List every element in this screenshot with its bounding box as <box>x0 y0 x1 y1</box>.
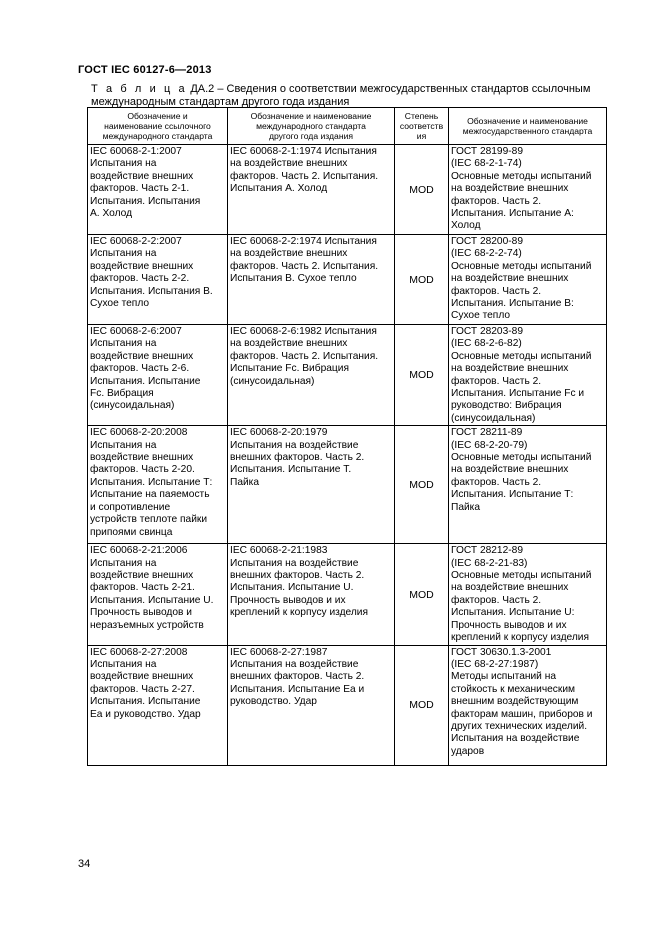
cell-line: Испытания на <box>90 248 157 260</box>
cell-line: IEC 60068-2-1:2007 <box>90 146 182 157</box>
other-year-standard-cell <box>228 325 395 426</box>
table-caption <box>91 83 613 109</box>
cell-line: Fc. Вибрация <box>90 388 154 400</box>
cell-line: IEC 60068-2-21:1983 <box>230 545 328 557</box>
cell-line: Испытания. Испытания В. <box>90 285 213 297</box>
cell-line: (IEC 68-2-21-83) <box>451 557 528 569</box>
cell-line: на воздействие внешних <box>451 464 569 476</box>
other-year-standard-cell <box>228 145 395 235</box>
cell-line: Испытания. Испытания <box>90 195 201 207</box>
interstate-standard-cell <box>449 426 607 544</box>
cell-line: факторов. Часть 2-21. <box>90 582 195 594</box>
interstate-standard-cell <box>449 544 607 645</box>
cell-line: факторов. Часть 2-1. <box>90 183 190 195</box>
cell-line: внешних факторов. Часть 2. <box>230 452 365 464</box>
header-line: другого года издания <box>268 131 354 141</box>
cell-line: (IEC 68-2-6-82) <box>451 338 522 350</box>
cell-line: ГОСТ 28199-89 <box>451 146 523 157</box>
cell-line: ударов <box>451 745 485 757</box>
cell-line: воздействие внешних <box>90 570 194 582</box>
interstate-standard-cell <box>449 325 607 426</box>
ref-standard-cell <box>88 426 228 544</box>
cell-line: Испытания. Испытание Fc и <box>451 388 585 400</box>
cell-line: воздействие внешних <box>90 350 194 362</box>
table-caption-lead: Т а б л и ц а <box>91 83 188 95</box>
table-row <box>88 235 607 325</box>
interstate-standard-cell <box>449 645 607 765</box>
cell-line: Сухое тепло <box>451 310 511 322</box>
cell-line: Пайка <box>451 501 481 513</box>
header-line: Обозначение и наименование <box>467 116 588 126</box>
header-line: межгосударственного стандарта <box>462 126 593 136</box>
cell-line: факторам машин, приборов и <box>451 708 593 720</box>
table-row <box>88 544 607 645</box>
cell-line: (синусоидальная) <box>451 412 536 424</box>
cell-line: факторов. Часть 2. <box>451 285 542 297</box>
page-number: 34 <box>78 858 91 870</box>
header-line: международного стандарта <box>102 131 213 141</box>
cell-line: Испытания на <box>90 658 157 670</box>
table-header-row <box>88 108 607 145</box>
degree-cell: MOD <box>395 235 449 325</box>
cell-line: стойкость к механическим <box>451 683 576 695</box>
table-row <box>88 325 607 426</box>
cell-line: Испытания. Испытание <box>90 696 201 708</box>
cell-line: Испытания на воздействие <box>230 439 359 451</box>
cell-line: IEC 60068-2-2:1974 Испытания <box>230 236 377 247</box>
cell-line: Испытания на воздействие <box>230 557 359 569</box>
table-row <box>88 145 607 235</box>
table-caption-line2: международным стандартам другого года издания <box>91 96 350 108</box>
cell-line: внешним воздействующим <box>451 696 579 708</box>
cell-line: Испытания. Испытание А: <box>451 208 574 220</box>
cell-line: факторов. Часть 2. <box>451 476 542 488</box>
cell-line: креплений к корпусу изделия <box>451 632 590 644</box>
cell-line: Прочность выводов и их <box>230 594 346 606</box>
cell-line: IEC 60068-2-21:2006 <box>90 545 188 557</box>
ref-standard-cell <box>88 235 228 325</box>
cell-line: воздействие внешних <box>90 170 194 182</box>
cell-line: Испытания. Испытание В: <box>451 298 574 310</box>
other-year-standard-cell <box>228 645 395 765</box>
header-line: международного стандарта <box>256 121 366 131</box>
cell-line: Сухое тепло <box>90 298 150 310</box>
cell-line: Испытания на воздействие <box>451 733 580 745</box>
cell-line: Испытания. Испытание U. <box>90 594 214 606</box>
cell-line: (синусоидальная) <box>90 400 175 412</box>
cell-line: на воздействие внешних <box>230 248 348 260</box>
cell-line: Испытания. Испытание U: <box>451 607 575 619</box>
cell-line: воздействие внешних <box>90 260 194 272</box>
cell-line: (IEC 68-2-1-74) <box>451 158 522 170</box>
degree-cell: MOD <box>395 325 449 426</box>
cell-line: IEC 60068-2-2:2007 <box>90 236 182 247</box>
cell-line: Еа и руководство. Удар <box>90 708 201 720</box>
cell-line: Прочность выводов и их <box>451 619 567 631</box>
cell-line: припоями свинца <box>90 526 173 538</box>
cell-line: воздействие внешних <box>90 671 194 683</box>
cell-line: Пайка <box>230 476 260 488</box>
cell-line: Прочность выводов и <box>90 607 192 619</box>
cell-line: факторов. Часть 2-2. <box>90 273 190 285</box>
degree-cell: MOD <box>395 145 449 235</box>
standards-table <box>87 107 607 766</box>
cell-line: факторов. Часть 2. <box>451 195 542 207</box>
cell-line: IEC 60068-2-20:2008 <box>90 427 188 439</box>
cell-line: на воздействие внешних <box>451 183 569 195</box>
cell-line: Испытание Fc. Вибрация <box>230 363 349 375</box>
cell-line: неразъемных устройств <box>90 619 204 631</box>
cell-line: Испытания на <box>90 158 157 170</box>
cell-line: IEC 60068-2-6:2007 <box>90 326 182 337</box>
header-ref-standard <box>88 108 228 145</box>
cell-line: факторов. Часть 2. <box>451 594 542 606</box>
cell-line: Испытания А. Холод <box>230 183 328 195</box>
cell-line: (IEC 68-2-27:1987) <box>451 658 539 670</box>
cell-line: факторов. Часть 2. <box>451 375 542 387</box>
header-line: наименование ссылочного <box>104 121 211 131</box>
cell-line: на воздействие внешних <box>230 338 348 350</box>
header-line: Обозначение и наименование <box>250 111 372 121</box>
header-line: Степень <box>404 111 439 121</box>
cell-line: Основные методы испытаний <box>451 350 592 362</box>
cell-line: (синусоидальная) <box>230 375 315 387</box>
cell-line: на воздействие внешних <box>451 363 569 375</box>
header-degree <box>395 108 449 145</box>
document-header: ГОСТ IEC 60127-6—2013 <box>78 64 212 76</box>
cell-line: Холод <box>451 220 481 232</box>
cell-line: Испытания. Испытание Т: <box>451 489 574 501</box>
cell-line: Испытания. Испытание Еа и <box>230 683 365 695</box>
cell-line: ГОСТ 28211-89 <box>451 427 523 439</box>
cell-line: ГОСТ 30630.1.3-2001 <box>451 646 552 658</box>
cell-line: Испытания на <box>90 557 157 569</box>
cell-line: других технических изделий. <box>451 720 588 732</box>
cell-line: (IEC 68-2-2-74) <box>451 248 522 260</box>
ref-standard-cell <box>88 544 228 645</box>
table-row <box>88 426 607 544</box>
cell-line: внешних факторов. Часть 2. <box>230 671 365 683</box>
cell-line: устройств теплоте пайки <box>90 514 208 526</box>
cell-line: факторов. Часть 2-6. <box>90 363 190 375</box>
interstate-standard-cell <box>449 235 607 325</box>
header-line: соответств <box>399 121 444 131</box>
cell-line: воздействие внешних <box>90 452 194 464</box>
cell-line: на воздействие внешних <box>451 582 569 594</box>
table-caption-text: ДА.2 – Сведения о соответствии межгосударственных стандартов ссылочным <box>190 83 591 95</box>
cell-line: руководство: Вибрация <box>451 400 562 412</box>
cell-line: руководство. Удар <box>230 696 317 708</box>
cell-line: Основные методы испытаний <box>451 170 592 182</box>
cell-line: креплений к корпусу изделия <box>230 607 369 619</box>
cell-line: А. Холод <box>90 208 133 220</box>
other-year-standard-cell <box>228 426 395 544</box>
other-year-standard-cell <box>228 544 395 645</box>
cell-line: факторов. Часть 2. Испытания. <box>230 170 379 182</box>
cell-line: факторов. Часть 2-27. <box>90 683 195 695</box>
cell-line: Основные методы испытаний <box>451 452 592 464</box>
cell-line: факторов. Часть 2. Испытания. <box>230 260 379 272</box>
cell-line: внешних факторов. Часть 2. <box>230 570 365 582</box>
cell-line: Испытания В. Сухое тепло <box>230 273 357 285</box>
ref-standard-cell <box>88 145 228 235</box>
ref-standard-cell <box>88 645 228 765</box>
cell-line: ГОСТ 28200-89 <box>451 236 523 247</box>
cell-line: ГОСТ 28212-89 <box>451 545 523 557</box>
degree-cell: MOD <box>395 645 449 765</box>
cell-line: факторов. Часть 2-20. <box>90 464 195 476</box>
cell-line: IEC 60068-2-6:1982 Испытания <box>230 326 377 337</box>
cell-line: и сопротивление <box>90 501 171 513</box>
cell-line: Испытания. Испытание <box>90 375 201 387</box>
cell-line: Методы испытаний на <box>451 671 556 683</box>
ref-standard-cell <box>88 325 228 426</box>
cell-line: IEC 60068-2-1:1974 Испытания <box>230 146 377 157</box>
cell-line: Испытания на <box>90 439 157 451</box>
header-line: ия <box>416 131 427 141</box>
header-other-year-standard <box>228 108 395 145</box>
cell-line: Испытание на паяемость <box>90 489 210 501</box>
header-line: Обозначение и <box>127 111 188 121</box>
cell-line: Испытания на воздействие <box>230 658 359 670</box>
cell-line: IEC 60068-2-27:2008 <box>90 646 188 658</box>
cell-line: на воздействие внешних <box>230 158 348 170</box>
cell-line: Основные методы испытаний <box>451 570 592 582</box>
interstate-standard-cell <box>449 145 607 235</box>
cell-line: (IEC 68-2-20-79) <box>451 439 528 451</box>
cell-line: на воздействие внешних <box>451 273 569 285</box>
table-row <box>88 645 607 765</box>
degree-cell: MOD <box>395 426 449 544</box>
cell-line: факторов. Часть 2. Испытания. <box>230 350 379 362</box>
cell-line: IEC 60068-2-20:1979 <box>230 427 328 439</box>
other-year-standard-cell <box>228 235 395 325</box>
cell-line: Основные методы испытаний <box>451 260 592 272</box>
cell-line: Испытания на <box>90 338 157 350</box>
cell-line: IEC 60068-2-27:1987 <box>230 646 328 658</box>
header-interstate-standard <box>449 108 607 145</box>
cell-line: ГОСТ 28203-89 <box>451 326 523 337</box>
cell-line: Испытания. Испытание Т. <box>230 464 352 476</box>
cell-line: Испытания. Испытание Т: <box>90 476 213 488</box>
degree-cell: MOD <box>395 544 449 645</box>
cell-line: Испытания. Испытание U. <box>230 582 354 594</box>
